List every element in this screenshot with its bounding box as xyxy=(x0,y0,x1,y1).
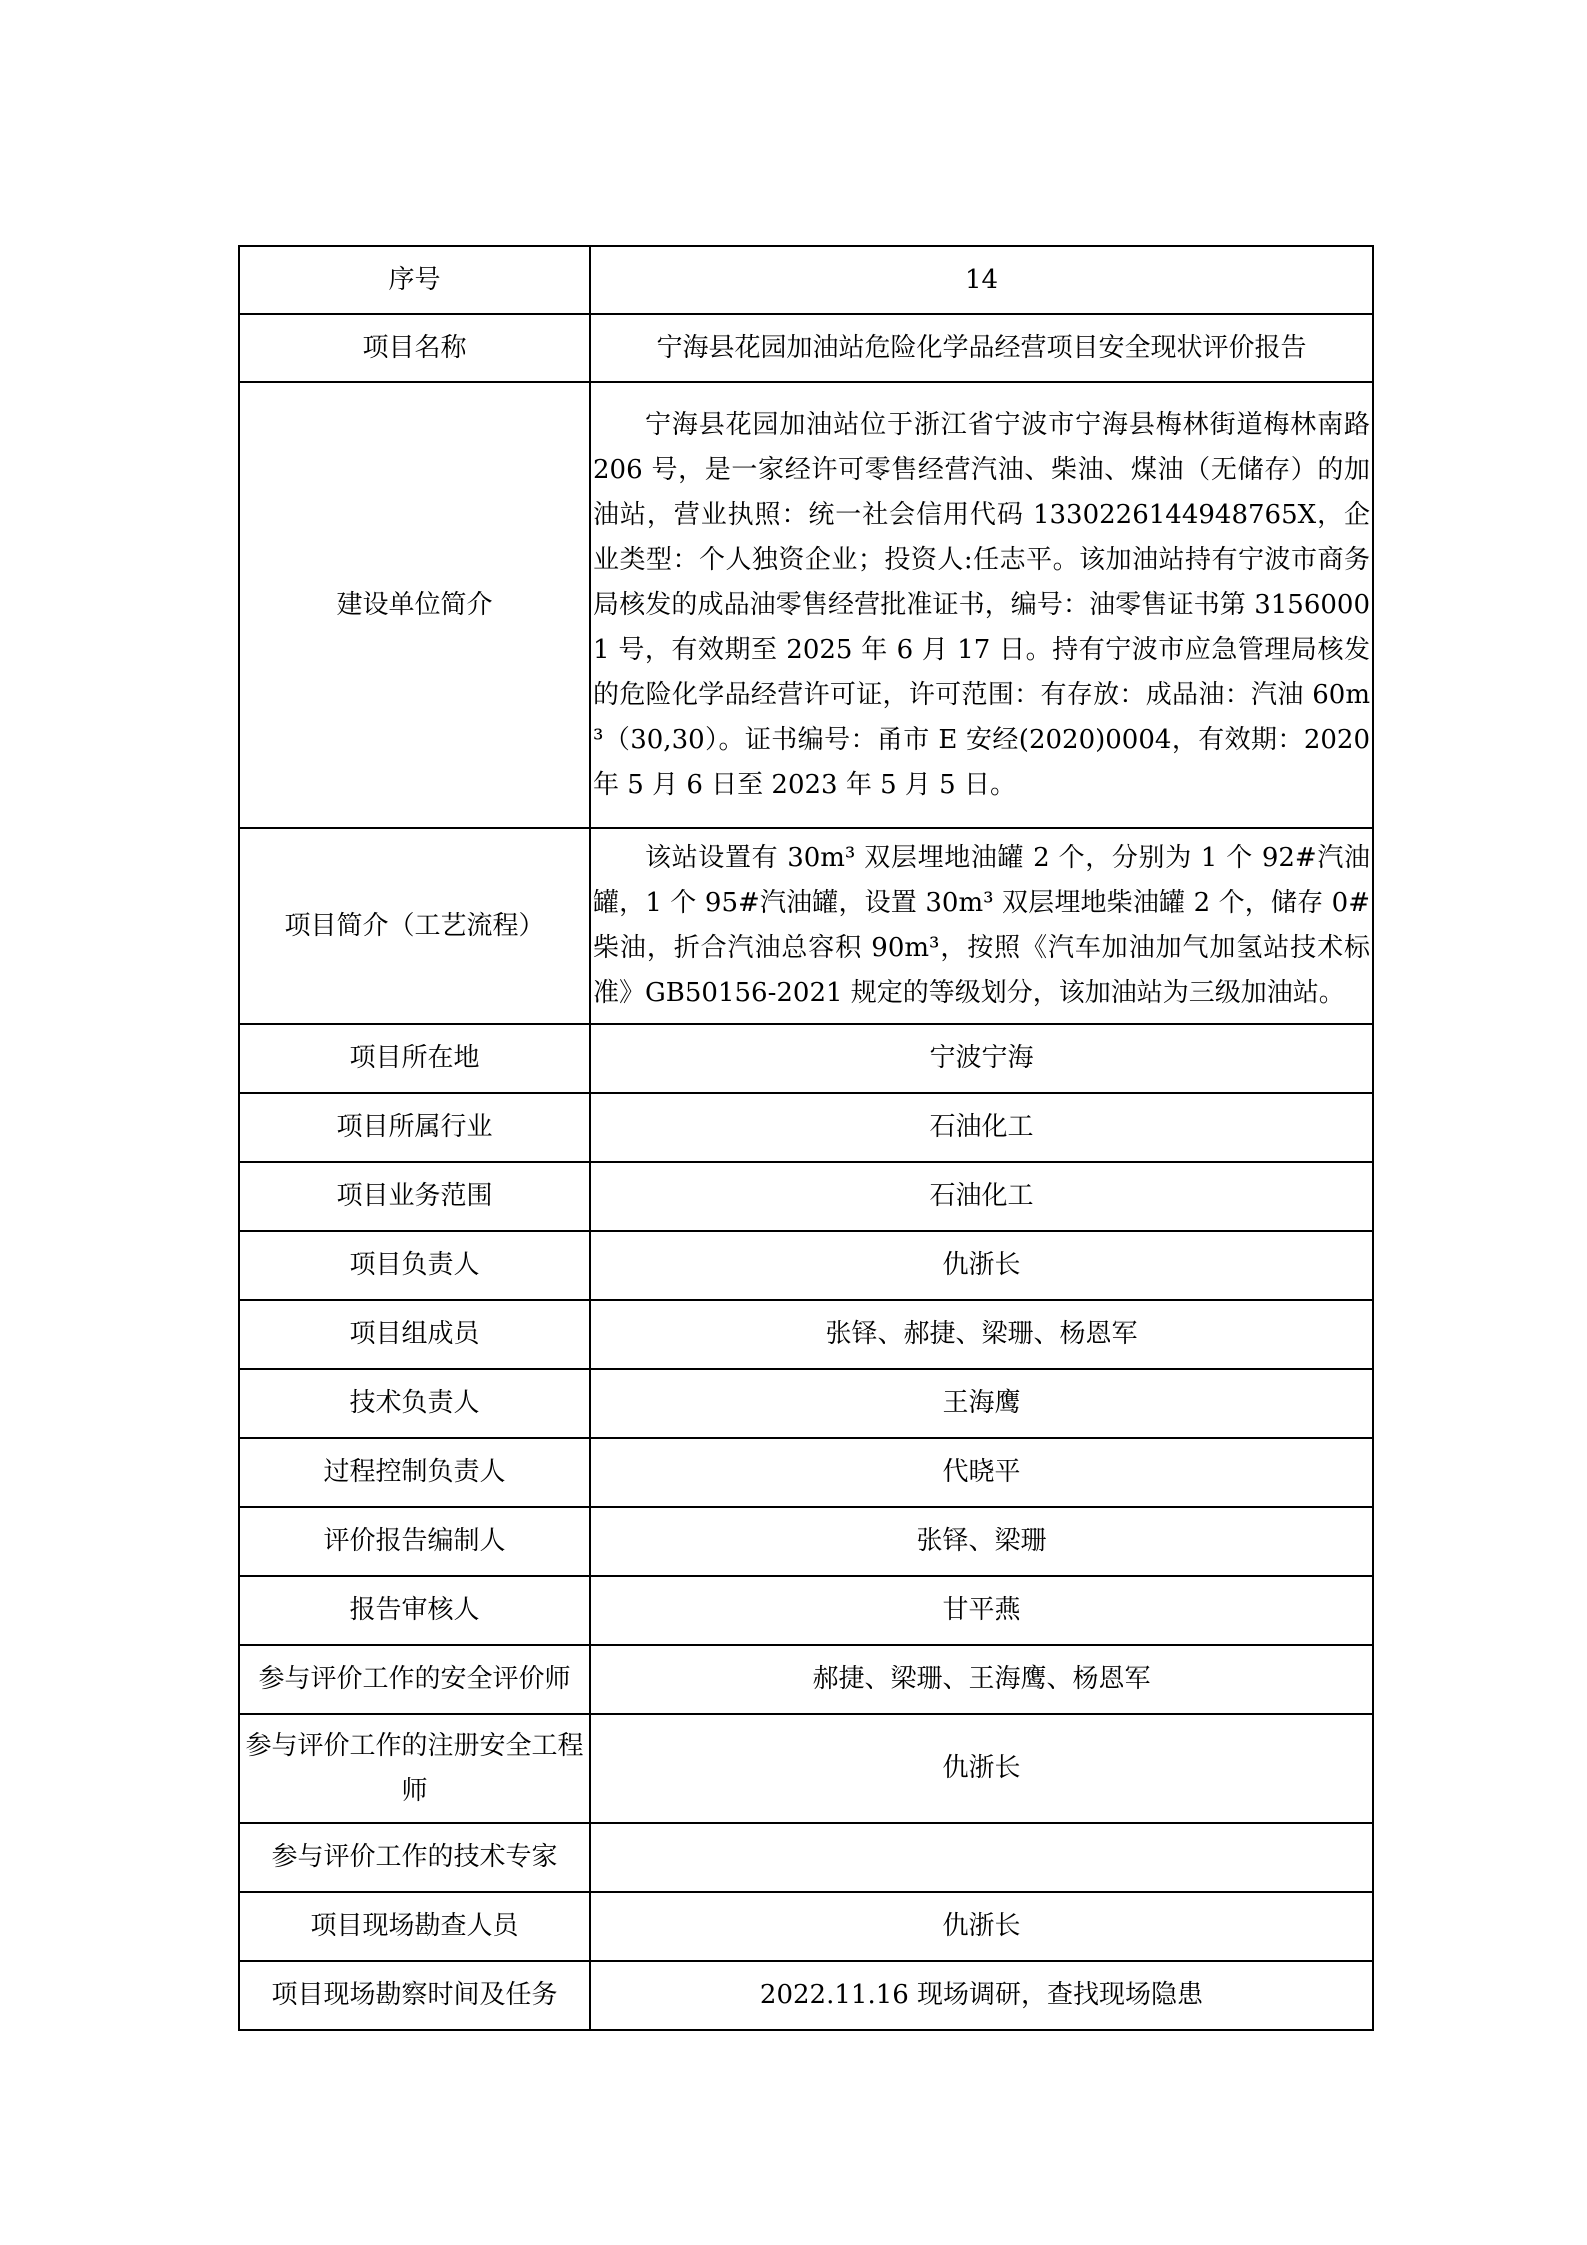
row-value-team-members: 张铎、郝捷、梁珊、杨恩军 xyxy=(590,1300,1373,1369)
row-label-team-members: 项目组成员 xyxy=(239,1300,590,1369)
table-row xyxy=(239,1823,1373,1892)
row-value-tech-lead: 王海鹰 xyxy=(590,1369,1373,1438)
row-label-safety-assessors: 参与评价工作的安全评价师 xyxy=(239,1645,590,1714)
row-value-company-intro: 宁海县花园加油站位于浙江省宁波市宁海县梅林街道梅林南路 206 号，是一家经许可零售经营汽油、柴油、煤油（无储存）的加油站，营业执照：统一社会信用代码 1330226144948765X，企业类型：个人独资企业；投资人:任志平。该加油站持有宁波市商务局核发的成品油零售经营批准证书，编号：油零售证书第 31560001 号，有效期至 2025 年 6 月 17 日。持有宁波市应急管理局核发的危险化学品经营许可证，许可范围：有存放：成品油：汽油 60m³（30,30）。证书编号：甬市 E 安经(2020)0004，有效期：2020 年 5 月 6 日至 2023 年 5 月 5 日。 xyxy=(590,382,1373,828)
row-value-industry: 石油化工 xyxy=(590,1093,1373,1162)
row-label-registered-engineers: 参与评价工作的注册安全工程师 xyxy=(239,1714,590,1823)
table-row xyxy=(239,828,1373,1024)
row-label-industry: 项目所属行业 xyxy=(239,1093,590,1162)
row-label-project-intro: 项目简介（工艺流程） xyxy=(239,828,590,1024)
row-label-project-lead: 项目负责人 xyxy=(239,1231,590,1300)
row-label-company-intro: 建设单位简介 xyxy=(239,382,590,828)
row-label-report-author: 评价报告编制人 xyxy=(239,1507,590,1576)
table-row xyxy=(239,1369,1373,1438)
table-row xyxy=(239,1300,1373,1369)
row-label-project-name: 项目名称 xyxy=(239,314,590,382)
table-row xyxy=(239,314,1373,382)
table-row xyxy=(239,1961,1373,2030)
row-value-process-control-lead: 代晓平 xyxy=(590,1438,1373,1507)
row-label-tech-experts: 参与评价工作的技术专家 xyxy=(239,1823,590,1892)
row-value-safety-assessors: 郝捷、梁珊、王海鹰、杨恩军 xyxy=(590,1645,1373,1714)
row-value-project-lead: 仇浙长 xyxy=(590,1231,1373,1300)
table-row xyxy=(239,1645,1373,1714)
row-value-project-intro: 该站设置有 30m³ 双层埋地油罐 2 个，分别为 1 个 92#汽油罐，1 个 95#汽油罐，设置 30m³ 双层埋地柴油罐 2 个，储存 0#柴油，折合汽油总容积 90m³，按照《汽车加油加气加氢站技术标准》GB50156-2021 规定的等级划分，该加油站为三级加油站。 xyxy=(590,828,1373,1024)
row-label-location: 项目所在地 xyxy=(239,1024,590,1093)
table-row xyxy=(239,1162,1373,1231)
table-row xyxy=(239,1231,1373,1300)
row-value-project-name: 宁海县花园加油站危险化学品经营项目安全现状评价报告 xyxy=(590,314,1373,382)
table-row xyxy=(239,1714,1373,1823)
table-row xyxy=(239,1024,1373,1093)
row-value-serial: 14 xyxy=(590,246,1373,314)
table-row xyxy=(239,1576,1373,1645)
table-row xyxy=(239,1093,1373,1162)
table-row xyxy=(239,382,1373,828)
row-value-business-scope: 石油化工 xyxy=(590,1162,1373,1231)
row-value-inspection-time-task: 2022.11.16 现场调研，查找现场隐患 xyxy=(590,1961,1373,2030)
project-info-table xyxy=(238,245,1374,2031)
table-row xyxy=(239,1892,1373,1961)
row-label-report-reviewer: 报告审核人 xyxy=(239,1576,590,1645)
row-label-tech-lead: 技术负责人 xyxy=(239,1369,590,1438)
row-label-inspection-time-task: 项目现场勘察时间及任务 xyxy=(239,1961,590,2030)
table-row xyxy=(239,1438,1373,1507)
row-label-site-inspectors: 项目现场勘查人员 xyxy=(239,1892,590,1961)
row-value-location: 宁波宁海 xyxy=(590,1024,1373,1093)
table-row xyxy=(239,1507,1373,1576)
row-label-business-scope: 项目业务范围 xyxy=(239,1162,590,1231)
row-value-tech-experts xyxy=(590,1823,1373,1892)
table-row xyxy=(239,246,1373,314)
row-label-serial: 序号 xyxy=(239,246,590,314)
row-value-registered-engineers: 仇浙长 xyxy=(590,1714,1373,1823)
row-label-process-control-lead: 过程控制负责人 xyxy=(239,1438,590,1507)
row-value-report-reviewer: 甘平燕 xyxy=(590,1576,1373,1645)
row-value-report-author: 张铎、梁珊 xyxy=(590,1507,1373,1576)
row-value-site-inspectors: 仇浙长 xyxy=(590,1892,1373,1961)
